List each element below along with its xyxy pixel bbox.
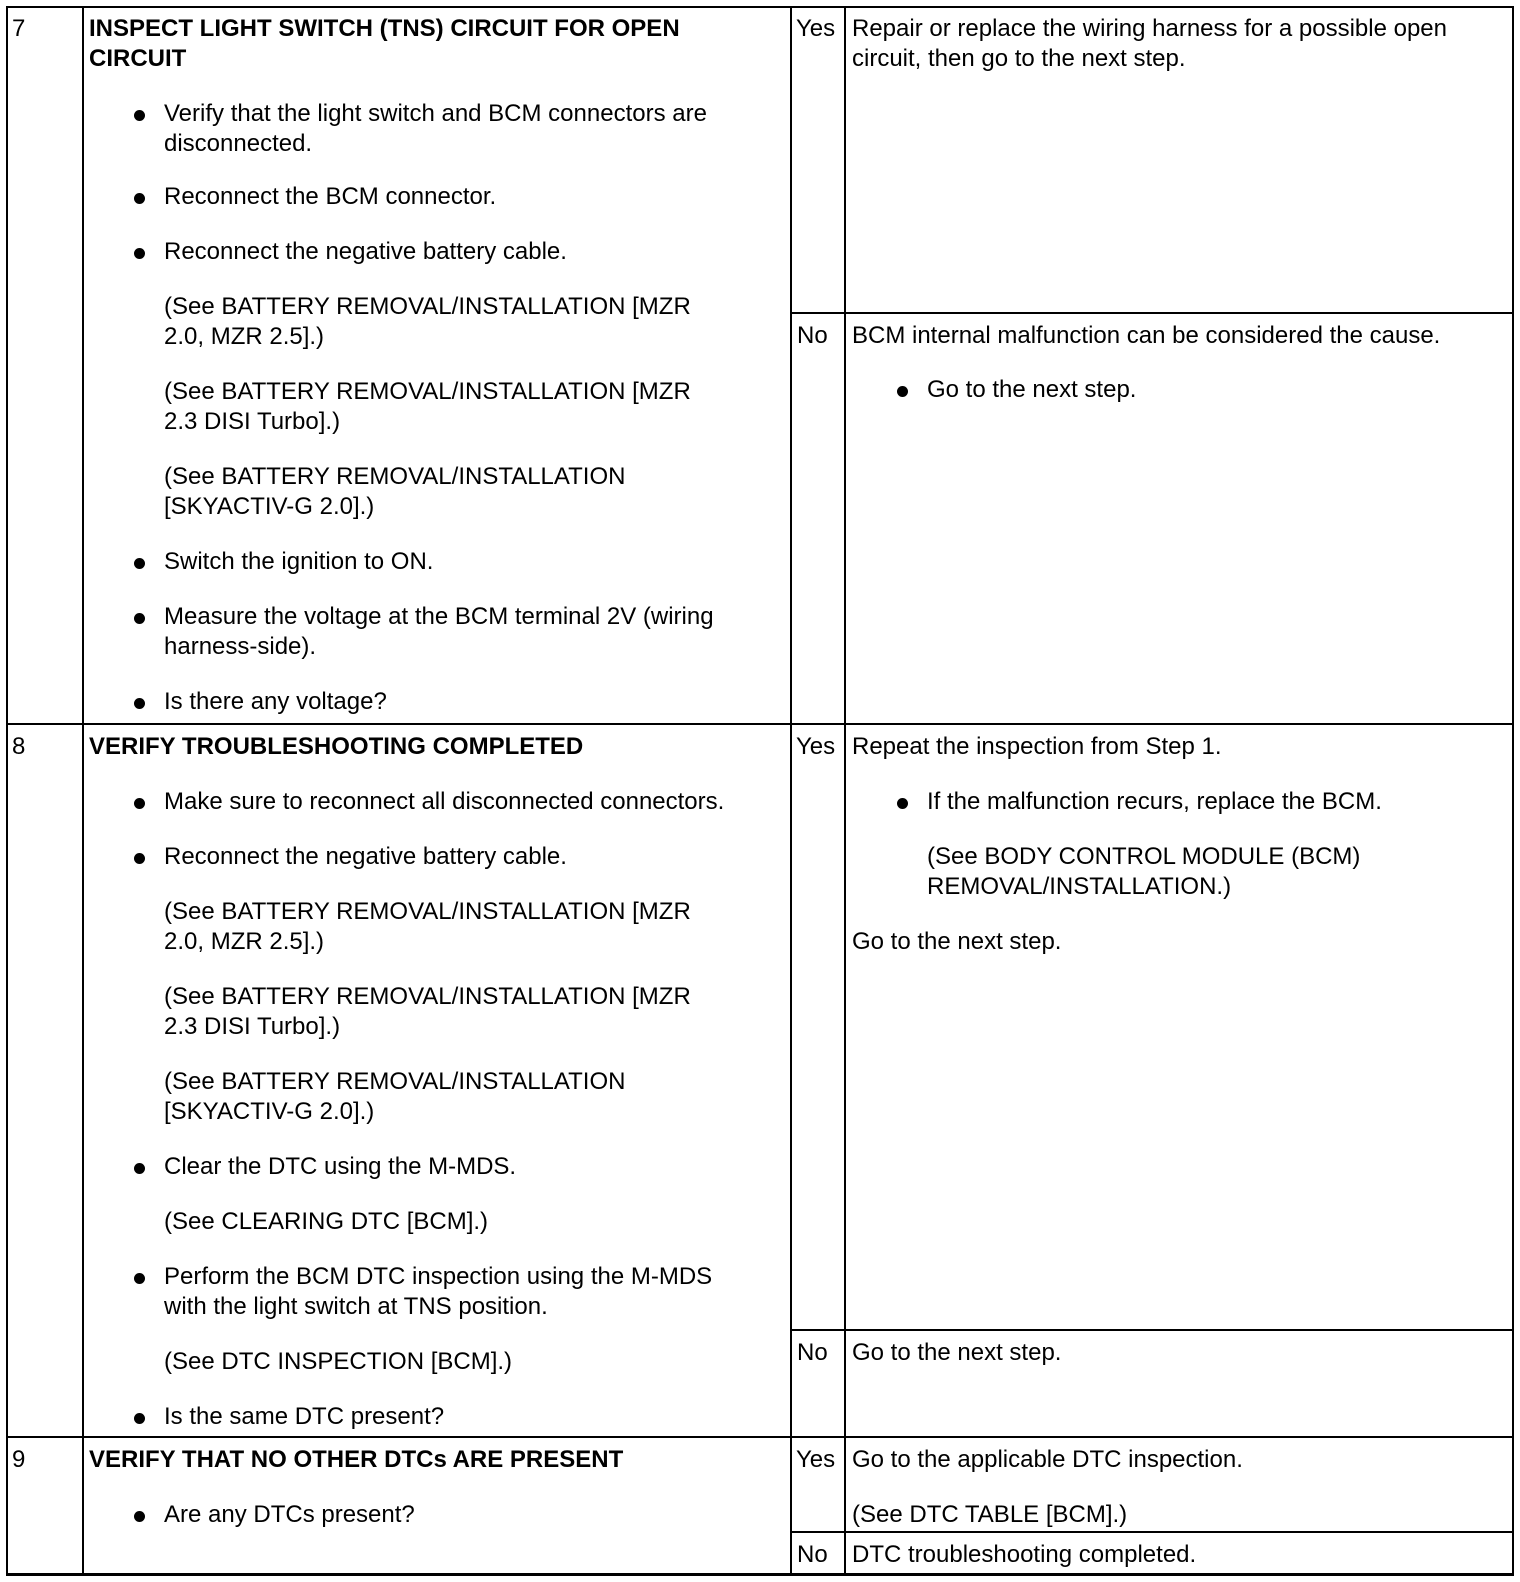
bullet-icon — [134, 1273, 145, 1284]
no-label: No — [797, 322, 828, 349]
action-text: disconnected. — [164, 130, 313, 157]
bullet-icon — [134, 1163, 145, 1174]
step-title: INSPECT LIGHT SWITCH (TNS) CIRCUIT FOR OPEN — [89, 15, 680, 42]
reference-note: (See BATTERY REMOVAL/INSTALLATION — [164, 1068, 626, 1095]
reference-note: (See BODY CONTROL MODULE (BCM) — [927, 843, 1361, 870]
bullet-icon — [134, 110, 145, 121]
reference-note: (See CLEARING DTC [BCM].) — [164, 1208, 489, 1235]
bullet-icon — [897, 386, 908, 397]
step-number: 9 — [12, 1446, 26, 1473]
reference-note: (See DTC TABLE [BCM].) — [852, 1501, 1128, 1528]
column-divider-step — [82, 6, 84, 1576]
step-title: VERIFY THAT NO OTHER DTCs ARE PRESENT — [89, 1446, 624, 1473]
reference-note: REMOVAL/INSTALLATION.) — [927, 873, 1232, 900]
table-border-left — [6, 6, 8, 1576]
reference-note: 2.3 DISI Turbo].) — [164, 1013, 341, 1040]
bullet-icon — [134, 613, 145, 624]
step-number: 8 — [12, 733, 26, 760]
bullet-icon — [134, 1413, 145, 1424]
table-border-top — [6, 6, 1514, 8]
bullet-icon — [134, 853, 145, 864]
bullet-icon — [134, 798, 145, 809]
reference-note: 2.0, MZR 2.5].) — [164, 323, 325, 350]
reference-note: 2.3 DISI Turbo].) — [164, 408, 341, 435]
reference-note: (See BATTERY REMOVAL/INSTALLATION [MZR — [164, 378, 691, 405]
column-divider-result — [844, 6, 846, 1576]
action-text: Reconnect the negative battery cable. — [164, 843, 567, 870]
yes-no-divider-8 — [790, 1329, 1514, 1331]
result-text: Repeat the inspection from Step 1. — [852, 733, 1222, 760]
result-text: Go to the next step. — [927, 376, 1137, 403]
reference-note: (See BATTERY REMOVAL/INSTALLATION [MZR — [164, 898, 691, 925]
step-title: VERIFY TROUBLESHOOTING COMPLETED — [89, 733, 584, 760]
result-text: BCM internal malfunction can be considered the cause. — [852, 322, 1441, 349]
bullet-icon — [897, 798, 908, 809]
result-text: Repair or replace the wiring harness for a possible open — [852, 15, 1447, 42]
action-text: Make sure to reconnect all disconnected connectors. — [164, 788, 725, 815]
result-text: Go to the next step. — [852, 1339, 1062, 1366]
reference-note: [SKYACTIV-G 2.0].) — [164, 493, 375, 520]
result-text: Go to the next step. — [852, 928, 1062, 955]
no-label: No — [797, 1339, 828, 1366]
result-text: Go to the applicable DTC inspection. — [852, 1446, 1243, 1473]
action-text: Switch the ignition to ON. — [164, 548, 434, 575]
reference-note: (See BATTERY REMOVAL/INSTALLATION [MZR — [164, 293, 691, 320]
action-text: Measure the voltage at the BCM terminal 2V (wiring — [164, 603, 714, 630]
action-text: Is there any voltage? — [164, 688, 387, 715]
yes-no-divider-9 — [790, 1531, 1514, 1533]
action-text: Perform the BCM DTC inspection using the M-MDS — [164, 1263, 713, 1290]
action-text: Is the same DTC present? — [164, 1403, 445, 1430]
step-title: CIRCUIT — [89, 45, 187, 72]
reference-note: (See BATTERY REMOVAL/INSTALLATION [MZR — [164, 983, 691, 1010]
result-text: DTC troubleshooting completed. — [852, 1541, 1197, 1568]
no-label: No — [797, 1541, 828, 1568]
step-number: 7 — [12, 15, 26, 42]
column-divider-action — [790, 6, 792, 1576]
action-text: Clear the DTC using the M-MDS. — [164, 1153, 517, 1180]
action-text: Reconnect the negative battery cable. — [164, 238, 567, 265]
reference-note: 2.0, MZR 2.5].) — [164, 928, 325, 955]
bullet-icon — [134, 193, 145, 204]
result-text: circuit, then go to the next step. — [852, 45, 1186, 72]
action-text: Are any DTCs present? — [164, 1501, 415, 1528]
table-border-bottom — [6, 1573, 1514, 1576]
yes-label: Yes — [796, 733, 836, 760]
result-text: If the malfunction recurs, replace the BCM. — [927, 788, 1382, 815]
yes-no-divider-7 — [790, 312, 1514, 314]
action-text: with the light switch at TNS position. — [164, 1293, 548, 1320]
yes-label: Yes — [796, 15, 836, 42]
action-text: harness-side). — [164, 633, 317, 660]
yes-label: Yes — [796, 1446, 836, 1473]
action-text: Verify that the light switch and BCM connectors are — [164, 100, 707, 127]
bullet-icon — [134, 1511, 145, 1522]
bullet-icon — [134, 698, 145, 709]
row-divider-7-8 — [6, 723, 1514, 725]
row-divider-8-9 — [6, 1436, 1514, 1438]
reference-note: (See DTC INSPECTION [BCM].) — [164, 1348, 513, 1375]
bullet-icon — [134, 248, 145, 259]
bullet-icon — [134, 558, 145, 569]
action-text: Reconnect the BCM connector. — [164, 183, 497, 210]
reference-note: [SKYACTIV-G 2.0].) — [164, 1098, 375, 1125]
table-border-right — [1512, 6, 1514, 1576]
reference-note: (See BATTERY REMOVAL/INSTALLATION — [164, 463, 626, 490]
